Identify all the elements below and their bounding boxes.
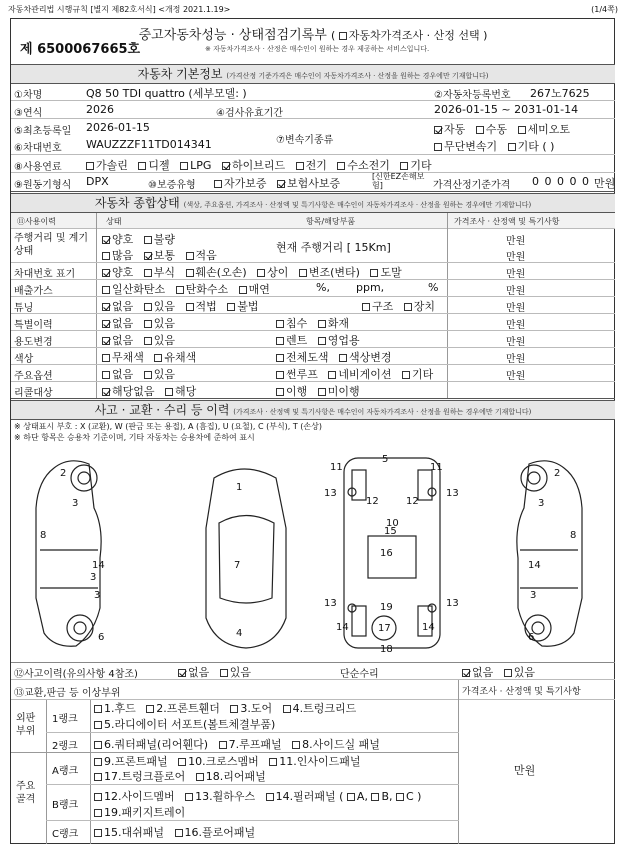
mileage-high-checkbox[interactable]	[102, 252, 110, 260]
emission-options: 일산화탄소 탄화수소 매연	[102, 281, 277, 297]
emission-unit-3: %	[428, 281, 439, 294]
special-none-checkbox[interactable]	[102, 320, 110, 328]
svg-text:3: 3	[94, 590, 101, 601]
part-side-member-checkbox[interactable]	[94, 793, 102, 801]
accident-none-checkbox[interactable]	[178, 669, 186, 677]
accident-history-label: ⑫사고이력(유의사항 4참조)	[14, 669, 138, 680]
mileage-low-checkbox[interactable]	[186, 252, 194, 260]
vin-altered-checkbox[interactable]	[299, 269, 307, 277]
warranty-self-checkbox[interactable]	[214, 180, 222, 188]
rankB-separator	[46, 820, 459, 821]
svg-text:14: 14	[422, 622, 435, 633]
fuel-diesel-checkbox[interactable]	[138, 162, 146, 170]
col-state: 상태	[106, 217, 122, 226]
vin-mark-label: 차대번호 표기	[14, 269, 76, 280]
current-mileage: 현재 주행거리 [ 15Km]	[276, 241, 391, 254]
recall-label: 리콜대상	[14, 388, 53, 399]
document-number: 제 6500067665호	[20, 42, 141, 57]
recall-options: 해당없음 해당	[102, 383, 203, 399]
fuel-lpg-checkbox[interactable]	[180, 162, 188, 170]
trans-cvt-checkbox[interactable]	[434, 143, 442, 151]
parts-price-label: 가격조사 · 산정액 및 특기사항	[462, 687, 581, 697]
svg-text:16: 16	[380, 548, 393, 559]
color-achromatic-checkbox[interactable]	[102, 354, 110, 362]
rank1-items: 1.후드 2.프론트휀더 3.도어 4.트렁크리드	[94, 700, 363, 716]
recall-yes-checkbox[interactable]	[165, 388, 173, 396]
base-price-label: 가격산정기준가격	[433, 180, 511, 191]
car-name-value: Q8 50 TDI quattro (세부모델: )	[86, 87, 247, 100]
transmission-options-1: 자동 수동 세미오토	[434, 121, 577, 137]
rankC-items: 15.대쉬패널 16.플로어패널	[94, 824, 262, 840]
pillar-c-checkbox[interactable]	[396, 793, 404, 801]
part-package-tray-checkbox[interactable]	[94, 809, 102, 817]
inspection-value: 2026-01-15 ~ 2031-01-14	[434, 103, 579, 116]
accident-yes-checkbox[interactable]	[220, 669, 228, 677]
special-price: 만원	[506, 320, 526, 331]
svg-text:3: 3	[530, 590, 537, 601]
color-price: 만원	[506, 354, 526, 365]
svg-text:10: 10	[386, 518, 399, 529]
svg-text:3: 3	[90, 572, 97, 583]
accident-history-options: 없음 있음	[178, 664, 258, 680]
insurer-name: [신한EZ손해보험]	[372, 172, 425, 190]
warranty-label: ⑩보증유형	[148, 180, 196, 191]
col-usage-history: ⑪사용이력	[17, 217, 56, 226]
svg-text:11: 11	[430, 462, 443, 473]
option-options: 없음 있음	[102, 366, 182, 382]
rankB-items: 12.사이드멤버 13.휠하우스 14.필러패널 ( A, B, C )	[94, 788, 421, 804]
warranty-insurer-checkbox[interactable]	[277, 180, 285, 188]
tuning-label: 튜닝	[14, 303, 34, 314]
legend-note: ※ 하단 항목은 승용차 기준이며, 기타 자동차는 승용차에 준하여 표시	[14, 433, 255, 442]
form-title: 중고자동차성능 · 상태점검기록부 ( 자동차가격조사 · 산정 선택 )	[138, 28, 488, 43]
left-rear-wheel	[67, 615, 93, 641]
part-rear-panel-checkbox[interactable]	[196, 773, 204, 781]
simple-yes-checkbox[interactable]	[504, 669, 512, 677]
car-name-label: ①차명	[14, 90, 43, 101]
year-label: ③연식	[14, 108, 43, 119]
emission-unit-1: %,	[316, 281, 330, 294]
color-change-checkbox[interactable]	[339, 354, 347, 362]
svg-text:13: 13	[446, 598, 459, 609]
svg-text:4: 4	[236, 628, 243, 639]
state-heading: 자동차 종합상태 (색상, 주요옵션, 가격조사 · 산정액 및 특기사항은 매수인이 자동차가격조사 · 산정을 원하는 경우에만 기재합니다)	[11, 193, 615, 213]
first-reg-value: 2026-01-15	[86, 121, 150, 134]
mileage-label: 주행거리 및 계기상태	[14, 233, 88, 257]
title-note: ※ 자동차가격조사 · 산정은 매수인이 원하는 경우 제공하는 서비스입니다.	[205, 45, 430, 53]
tuning-yes-checkbox[interactable]	[144, 303, 152, 311]
color-fullpaint-checkbox[interactable]	[276, 354, 284, 362]
col-price: 가격조사 · 산정액 및 특기사항	[454, 217, 560, 226]
vin-mark-options: 양호 부식 훼손(오손) 상이 변조(변타) 도말	[102, 264, 409, 280]
mileage-price-2: 만원	[506, 252, 526, 263]
rankA-items: 9.프론트패널 10.크로스멤버 11.인사이드패널	[94, 753, 368, 769]
recall-none-checkbox[interactable]	[102, 388, 110, 396]
color-chromatic-checkbox[interactable]	[154, 354, 162, 362]
usage-price: 만원	[506, 337, 526, 348]
left-front-wheel	[71, 465, 97, 491]
svg-text:19: 19	[380, 602, 393, 613]
warranty-options: 자가보증 보험사보증	[214, 175, 347, 191]
engine-value: DPX	[86, 175, 109, 188]
part-radiator-support-checkbox[interactable]	[94, 721, 102, 729]
special-label: 특별이력	[14, 320, 53, 331]
price-option-checkbox[interactable]	[339, 32, 347, 40]
option-price: 만원	[506, 371, 526, 382]
trans-auto-checkbox[interactable]	[434, 126, 442, 134]
mileage-price-1: 만원	[506, 236, 526, 247]
status-legend: ※ 상태표시 부호 : X (교환), W (판금 또는 용접), A (흠집), U (요철), C (부식), T (손상)	[14, 422, 323, 431]
svg-text:11: 11	[330, 462, 343, 473]
svg-text:12: 12	[366, 496, 379, 507]
mileage-state-options: 양호 불량	[102, 231, 182, 247]
tuning-legal-checkbox[interactable]	[186, 303, 194, 311]
special-flood-checkbox[interactable]	[276, 320, 284, 328]
frame-label: 주요 골격	[16, 781, 36, 805]
svg-text:7: 7	[234, 560, 241, 571]
tuning-options: 없음 있음 적법 불법	[102, 298, 266, 314]
simple-repair-label: 단순수리	[340, 669, 379, 680]
fuel-gasoline-checkbox[interactable]	[86, 162, 94, 170]
basic-info-heading: 자동차 기본정보 (가격산정 기준가격은 매수인이 자동차가격조사 · 산정을 원하는 경우에만 기재합니다)	[11, 64, 615, 84]
base-price-value: 0 0 0 0 0	[532, 175, 590, 188]
transmission-options-2: 무단변속기 기타 ( )	[434, 138, 561, 154]
usage-label: 용도변경	[14, 337, 53, 348]
svg-text:15: 15	[384, 526, 397, 537]
part-floor-panel-checkbox[interactable]	[175, 829, 183, 837]
option-sunroof-checkbox[interactable]	[276, 371, 284, 379]
right-front-wheel	[521, 465, 547, 491]
special-options: 없음 있음	[102, 315, 182, 331]
usage-none-checkbox[interactable]	[102, 337, 110, 345]
vin-mark-price: 만원	[506, 269, 526, 280]
rank1-label: 1랭크	[52, 714, 78, 725]
svg-text:3: 3	[72, 498, 79, 509]
usage-yes-checkbox[interactable]	[144, 337, 152, 345]
fuel-electric-checkbox[interactable]	[296, 162, 304, 170]
vin-damaged-checkbox[interactable]	[186, 269, 194, 277]
emission-hc-checkbox[interactable]	[176, 286, 184, 294]
part-trunk-lid-checkbox[interactable]	[283, 705, 291, 713]
fuel-options: 가솔린 디젤 LPG 하이브리드 전기 수소전기 기타	[86, 157, 439, 173]
part-inside-panel-checkbox[interactable]	[269, 758, 277, 766]
vin-label: ⑥차대번호	[14, 143, 62, 154]
svg-text:8: 8	[570, 530, 577, 541]
simple-none-checkbox[interactable]	[462, 669, 470, 677]
usage-detail-options: 렌트 영업용	[276, 332, 367, 348]
svg-text:6: 6	[98, 632, 105, 643]
svg-text:14: 14	[528, 560, 541, 571]
color-label: 색상	[14, 354, 34, 365]
emission-unit-2: ppm,	[356, 281, 385, 294]
usage-business-checkbox[interactable]	[318, 337, 326, 345]
svg-text:2: 2	[554, 468, 561, 479]
recall-detail-options: 이행 미이행	[276, 383, 367, 399]
part-side-sill-checkbox[interactable]	[292, 741, 300, 749]
mileage-good-checkbox[interactable]	[102, 236, 110, 244]
parts-price-value: 만원	[514, 764, 536, 777]
color-options: 무채색 유채색	[102, 349, 203, 365]
page-number: (1/4쪽)	[591, 5, 618, 14]
parts-label: ⑬교환,판금 등 이상부위	[14, 688, 121, 699]
pillar-b-checkbox[interactable]	[371, 793, 379, 801]
option-none-checkbox[interactable]	[102, 371, 110, 379]
tuning-illegal-checkbox[interactable]	[227, 303, 235, 311]
vin-corrosion-checkbox[interactable]	[144, 269, 152, 277]
accident-heading: 사고 · 교환 · 수리 등 이력 (가격조사 · 산정액 및 특기사항은 매수인이 자동차가격조사 · 산정을 원하는 경우에만 기재합니다)	[11, 400, 615, 420]
recall-notdone-checkbox[interactable]	[318, 388, 326, 396]
transmission-label: ⑦변속기종류	[276, 135, 334, 146]
rank-separator	[46, 732, 459, 733]
reg-no-value: 267노7625	[530, 87, 590, 100]
option-detail-options: 썬루프 네비게이션 기타	[276, 366, 440, 382]
tuning-none-checkbox[interactable]	[102, 303, 110, 311]
fuel-hydrogen-checkbox[interactable]	[337, 162, 345, 170]
rankB-label: B랭크	[52, 800, 79, 811]
simple-repair-options: 없음 있음	[462, 664, 542, 680]
special-detail-options: 침수 화재	[276, 315, 356, 331]
option-label: 주요옵션	[14, 371, 53, 382]
part-hood-checkbox[interactable]	[94, 705, 102, 713]
engine-label: ⑨원동기형식	[14, 180, 72, 191]
option-navigation-checkbox[interactable]	[328, 371, 336, 379]
part-front-panel-checkbox[interactable]	[94, 758, 102, 766]
svg-text:14: 14	[336, 622, 349, 633]
parts-rank-divider	[90, 700, 91, 844]
trans-manual-checkbox[interactable]	[476, 126, 484, 134]
special-fire-checkbox[interactable]	[318, 320, 326, 328]
tuning-structure-checkbox[interactable]	[362, 303, 370, 311]
mileage-normal-checkbox[interactable]	[144, 252, 152, 260]
top-view-outline	[206, 469, 286, 648]
rankA-items-2: 17.트렁크플로어 18.리어패널	[94, 768, 273, 784]
svg-text:14: 14	[92, 560, 105, 571]
color-detail-options: 전체도색 색상변경	[276, 349, 399, 365]
svg-text:17: 17	[378, 623, 391, 634]
emission-smoke-checkbox[interactable]	[239, 286, 247, 294]
svg-text:18: 18	[380, 644, 393, 655]
reg-no-label: ②자동차등록번호	[434, 90, 511, 101]
emission-price: 만원	[506, 286, 526, 297]
option-yes-checkbox[interactable]	[144, 371, 152, 379]
recall-done-checkbox[interactable]	[276, 388, 284, 396]
svg-text:1: 1	[236, 482, 243, 493]
svg-text:5: 5	[382, 454, 389, 465]
part-cross-member-checkbox[interactable]	[178, 758, 186, 766]
inspection-label: ④검사유효기간	[216, 108, 283, 119]
trans-other-checkbox[interactable]	[508, 143, 516, 151]
mileage-level-options: 많음 보통 적음	[102, 247, 224, 263]
part-dash-panel-checkbox[interactable]	[94, 829, 102, 837]
year-value: 2026	[86, 103, 114, 116]
tuning-price: 만원	[506, 303, 526, 314]
trans-semiauto-checkbox[interactable]	[518, 126, 526, 134]
fuel-other-checkbox[interactable]	[400, 162, 408, 170]
rankC-label: C랭크	[52, 829, 79, 840]
svg-text:6: 6	[528, 632, 535, 643]
svg-text:13: 13	[446, 488, 459, 499]
special-yes-checkbox[interactable]	[144, 320, 152, 328]
col-detail: 항목/해당부품	[306, 217, 356, 226]
svg-text:13: 13	[324, 598, 337, 609]
svg-text:8: 8	[40, 530, 47, 541]
vin-painted-checkbox[interactable]	[370, 269, 378, 277]
vin-good-checkbox[interactable]	[102, 269, 110, 277]
form-reference: 자동차관리법 시행규칙 [별지 제82호서식] <개정 2021.1.19>	[8, 5, 231, 14]
first-reg-label: ⑤최초등록일	[14, 126, 72, 137]
mileage-bad-checkbox[interactable]	[144, 236, 152, 244]
svg-text:12: 12	[406, 496, 419, 507]
emission-co-checkbox[interactable]	[102, 286, 110, 294]
part-pillar-panel-checkbox[interactable]	[266, 793, 274, 801]
part-roof-panel-checkbox[interactable]	[219, 741, 227, 749]
fuel-label: ⑧사용연료	[14, 162, 62, 173]
rank1-items-2: 5.라디에이터 서포트(볼트체결부품)	[94, 716, 282, 732]
fuel-hybrid-checkbox[interactable]	[222, 162, 230, 170]
car-diagram	[14, 448, 614, 656]
pillar-a-checkbox[interactable]	[347, 793, 355, 801]
rankA-separator	[46, 784, 459, 785]
base-price-unit: 만원	[594, 177, 616, 190]
emission-label: 배출가스	[14, 286, 53, 297]
outer-panel-label: 외판 부위	[16, 713, 36, 737]
usage-options: 없음 있음	[102, 332, 182, 348]
part-wheel-house-checkbox[interactable]	[185, 793, 193, 801]
part-quarter-panel-checkbox[interactable]	[94, 741, 102, 749]
part-door-checkbox[interactable]	[230, 705, 238, 713]
option-other-checkbox[interactable]	[402, 371, 410, 379]
tuning-device-checkbox[interactable]	[404, 303, 412, 311]
rankA-label: A랭크	[52, 766, 79, 777]
usage-rent-checkbox[interactable]	[276, 337, 284, 345]
tuning-detail-options: 구조 장치	[362, 298, 442, 314]
part-trunk-floor-checkbox[interactable]	[94, 773, 102, 781]
part-front-fender-checkbox[interactable]	[146, 705, 154, 713]
svg-text:3: 3	[538, 498, 545, 509]
svg-text:13: 13	[324, 488, 337, 499]
vin-value: WAUZZZF11TD014341	[86, 138, 212, 151]
rank2-label: 2랭크	[52, 741, 78, 752]
rankB-items-2: 19.패키지트레이	[94, 804, 192, 820]
parts-group-divider	[46, 700, 47, 844]
svg-text:2: 2	[60, 468, 67, 479]
vin-different-checkbox[interactable]	[257, 269, 265, 277]
rank2-items: 6.쿼터패널(리어휀다) 7.루프패널 8.사이드실 패널	[94, 736, 387, 752]
